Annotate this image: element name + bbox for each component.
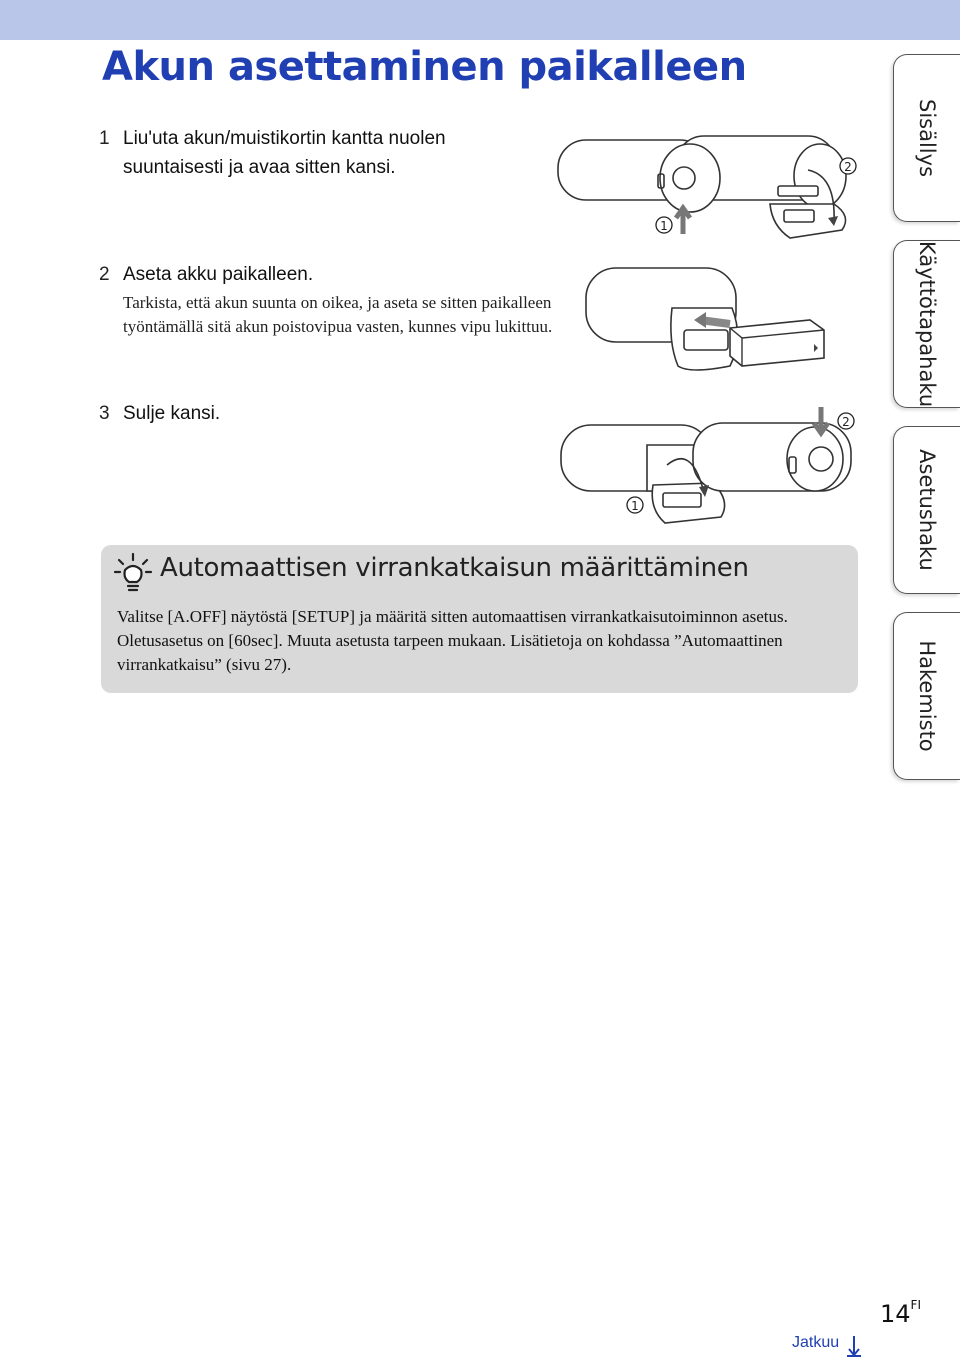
continue-link[interactable]: Jatkuu (792, 1334, 840, 1351)
tab-contents-label: Sisällys (915, 98, 939, 178)
svg-text:2: 2 (842, 415, 850, 429)
page-number (880, 1300, 921, 1328)
close-cover-illustration (555, 405, 875, 527)
svg-text:1: 1 (631, 499, 639, 513)
tab-operation-search-label: Käyttötapahaku (915, 240, 939, 408)
tab-settings-search[interactable] (893, 426, 960, 594)
tip-text: Valitse [A.OFF] näytöstä [SETUP] ja määritä sitten automaattisen virrankatkaisutoiminnon asetus. Oletusasetus on [60sec]. Muuta asetusta tarpeen mukaan. Lisätietoja on kohdassa ”Automaattinen virrankatkaisu” (sivu 27). (117, 607, 788, 674)
tip-title: Automaattisen virrankatkaisun määrittäminen (160, 553, 749, 583)
step-1-text: Liu'uta akun/muistikortin kantta nuolen suuntaisesti ja avaa sitten kansi. (123, 128, 446, 178)
step-marker-1 (656, 217, 672, 233)
step-marker-2 (838, 413, 854, 429)
arrow-down-icon (846, 1334, 862, 1358)
page-title: Akun asettaminen paikalleen (102, 44, 747, 90)
step-3-text: Sulje kansi. (123, 403, 221, 424)
step-marker-1 (627, 497, 643, 513)
step-2-detail: Tarkista, että akun suunta on oikea, ja aseta se sitten paikalleen työntämällä sitä akun poistovipua vasten, kunnes vipu lukittuu. (123, 293, 553, 336)
step-2-text: Aseta akku paikalleen. (123, 264, 314, 285)
tab-settings-search-label: Asetushaku (915, 449, 939, 571)
step-3-number: 3 (99, 403, 110, 424)
open-cover-illustration (552, 126, 872, 244)
svg-text:2: 2 (844, 160, 852, 174)
insert-battery-illustration (580, 262, 840, 390)
step-marker-2 (840, 158, 856, 174)
svg-text:1: 1 (660, 219, 668, 233)
page-number-value: 14 (880, 1300, 911, 1328)
tab-contents[interactable] (893, 54, 960, 222)
step-2-number: 2 (99, 264, 110, 285)
lightbulb-icon (113, 552, 153, 594)
step-1-number: 1 (99, 128, 110, 149)
tab-index-label: Hakemisto (915, 640, 939, 752)
tab-operation-search[interactable] (893, 240, 960, 408)
tab-index[interactable] (893, 612, 960, 780)
page-number-suffix: FI (910, 1298, 921, 1312)
top-banner (0, 0, 960, 40)
